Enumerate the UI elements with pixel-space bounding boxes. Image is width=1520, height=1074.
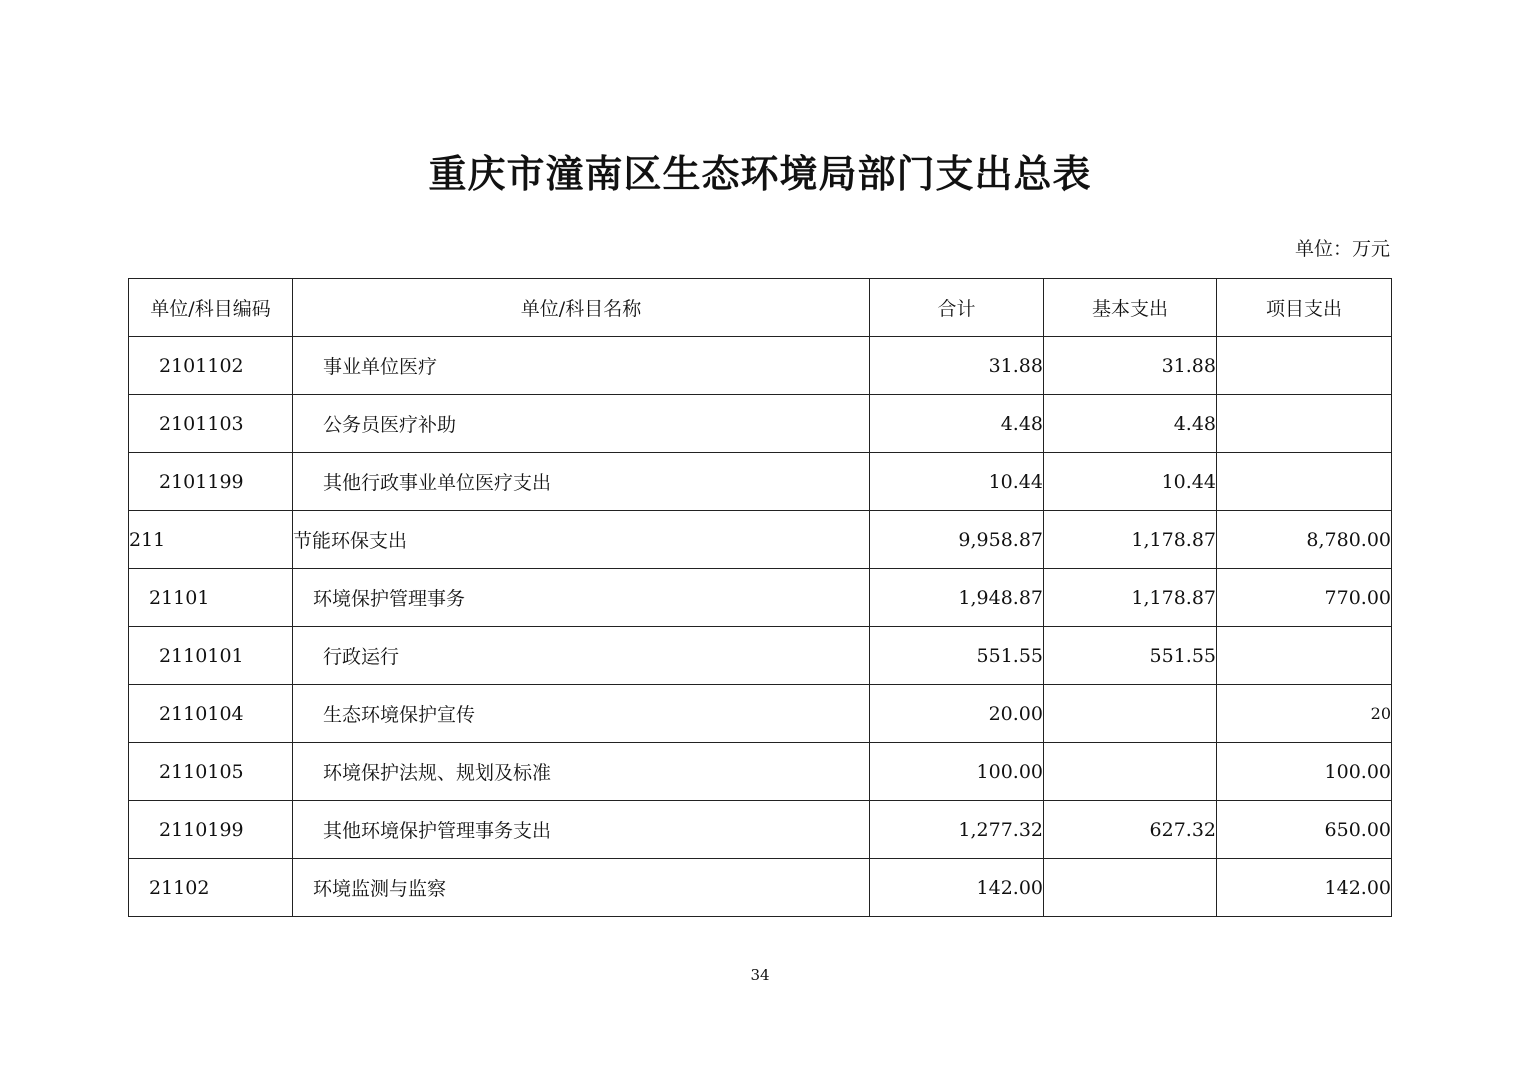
row-basic	[1044, 743, 1217, 801]
row-project: 142.00	[1217, 859, 1392, 917]
row-name: 其他环境保护管理事务支出	[293, 801, 870, 859]
row-project: 100.00	[1217, 743, 1392, 801]
table-row	[129, 801, 1392, 859]
table-row	[129, 395, 1392, 453]
row-name: 生态环境保护宣传	[293, 685, 870, 743]
row-basic: 627.32	[1044, 801, 1217, 859]
header-name: 单位/科目名称	[293, 279, 870, 337]
row-project: 770.00	[1217, 569, 1392, 627]
row-total: 10.44	[870, 453, 1044, 511]
row-basic	[1044, 685, 1217, 743]
row-project: 8,780.00	[1217, 511, 1392, 569]
row-basic: 1,178.87	[1044, 511, 1217, 569]
header-code: 单位/科目编码	[129, 279, 293, 337]
table-header-row	[129, 279, 1392, 337]
row-code: 2110105	[129, 743, 293, 801]
row-total: 551.55	[870, 627, 1044, 685]
row-basic: 10.44	[1044, 453, 1217, 511]
row-total: 100.00	[870, 743, 1044, 801]
table-row	[129, 453, 1392, 511]
table-row	[129, 511, 1392, 569]
table-row	[129, 743, 1392, 801]
table-row	[129, 685, 1392, 743]
row-code: 2110101	[129, 627, 293, 685]
row-project	[1217, 395, 1392, 453]
row-name: 其他行政事业单位医疗支出	[293, 453, 870, 511]
row-total: 31.88	[870, 337, 1044, 395]
row-total: 1,277.32	[870, 801, 1044, 859]
expenditure-table	[128, 278, 1392, 917]
row-basic: 4.48	[1044, 395, 1217, 453]
row-code: 2101103	[129, 395, 293, 453]
table-row	[129, 337, 1392, 395]
row-code: 2110199	[129, 801, 293, 859]
header-basic: 基本支出	[1044, 279, 1217, 337]
row-project	[1217, 337, 1392, 395]
row-code: 21101	[129, 569, 293, 627]
row-name: 公务员医疗补助	[293, 395, 870, 453]
header-total: 合计	[870, 279, 1044, 337]
row-total: 142.00	[870, 859, 1044, 917]
row-name: 环境保护管理事务	[293, 569, 870, 627]
table-row	[129, 627, 1392, 685]
row-total: 4.48	[870, 395, 1044, 453]
row-code: 2101102	[129, 337, 293, 395]
row-project	[1217, 627, 1392, 685]
row-project	[1217, 453, 1392, 511]
row-code: 21102	[129, 859, 293, 917]
row-name: 环境监测与监察	[293, 859, 870, 917]
row-total: 20.00	[870, 685, 1044, 743]
row-basic: 1,178.87	[1044, 569, 1217, 627]
row-total: 9,958.87	[870, 511, 1044, 569]
row-project: 650.00	[1217, 801, 1392, 859]
row-name: 事业单位医疗	[293, 337, 870, 395]
row-code: 2101199	[129, 453, 293, 511]
header-project: 项目支出	[1217, 279, 1392, 337]
row-name: 节能环保支出	[293, 511, 870, 569]
row-basic	[1044, 859, 1217, 917]
unit-note: 单位：万元	[1294, 238, 1390, 260]
row-total: 1,948.87	[870, 569, 1044, 627]
table-row	[129, 859, 1392, 917]
table-row	[129, 569, 1392, 627]
row-project: 20	[1217, 685, 1392, 743]
page-number: 34	[750, 966, 770, 984]
row-name: 环境保护法规、规划及标准	[293, 743, 870, 801]
row-basic: 551.55	[1044, 627, 1217, 685]
page-title: 重庆市潼南区生态环境局部门支出总表	[428, 152, 1092, 196]
row-basic: 31.88	[1044, 337, 1217, 395]
row-code: 2110104	[129, 685, 293, 743]
row-name: 行政运行	[293, 627, 870, 685]
row-code: 211	[129, 511, 293, 569]
